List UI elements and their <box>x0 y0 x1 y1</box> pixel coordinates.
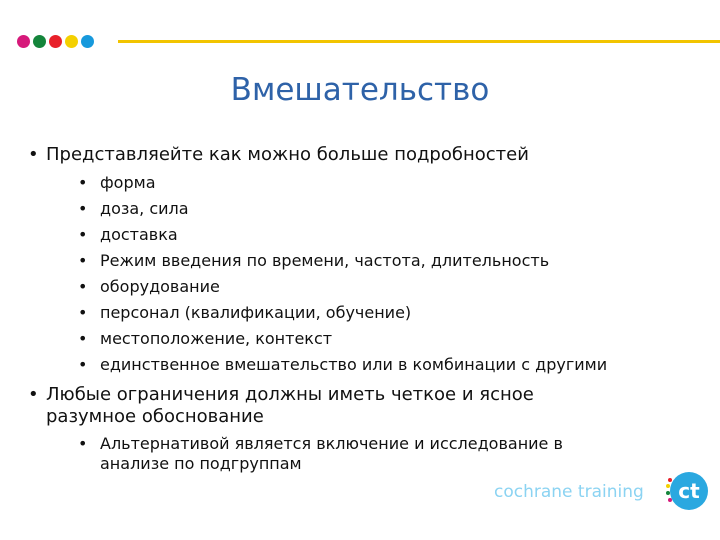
dot-red <box>49 35 62 48</box>
footer-text: cochrane training <box>494 482 644 502</box>
sub-bullet: • оборудование <box>78 277 700 297</box>
dot-blue <box>81 35 94 48</box>
sub-bullet: • местоположение, контекст <box>78 329 700 349</box>
decorative-dots <box>17 35 94 48</box>
cochrane-logo-icon <box>664 468 710 518</box>
sub-bullet: • доставка <box>78 225 700 245</box>
slide-title: Вмешательство <box>230 72 490 108</box>
sub-bullet: • Режим введения по времени, частота, длительность <box>78 251 700 271</box>
sub-bullet: • Альтернативой является включение и исследование в анализе по подгруппам <box>78 434 620 474</box>
dot-green <box>33 35 46 48</box>
dot-yellow <box>65 35 78 48</box>
sub-bullet: • форма <box>78 173 700 193</box>
logo-text: ct <box>678 479 700 503</box>
bullet-level1: • Представляейте как можно больше подробностей <box>28 144 646 166</box>
sub-bullet: • доза, сила <box>78 199 700 219</box>
sub-bullet: • единственное вмешательство или в комбинации с другими <box>78 355 700 375</box>
dot-magenta <box>17 35 30 48</box>
header-line <box>118 40 720 43</box>
sub-bullet: • персонал (квалификации, обучение) <box>78 303 700 323</box>
bullet-level1: • Любые ограничения должны иметь четкое и ясное разумное обоснование <box>28 384 606 428</box>
